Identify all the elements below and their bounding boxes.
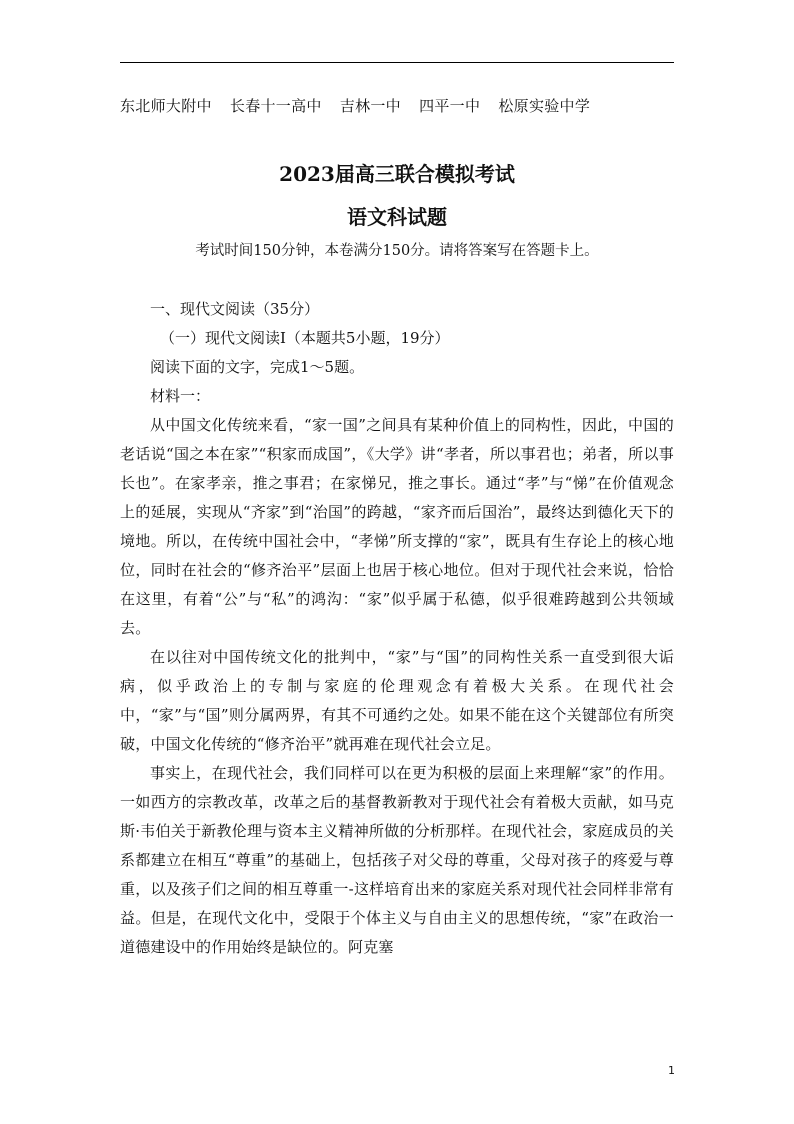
- school-name: 四平一中: [419, 97, 481, 115]
- exam-body: [120, 295, 674, 962]
- section-subheading: （一）现代文阅读I（本题共5小题，19分）: [160, 329, 450, 347]
- exam-subtitle: 语文科试题: [347, 205, 447, 229]
- paragraph: 从中国文化传统来看，“家一国”之间具有某种价值上的同构性，因此，中国的老话说“国之本在家”“积家而成国”，《大学》讲“孝者，所以事君也；弟者，所以事长也”。在家孝亲，推之事君；在家悌兄，推之事长。通过“孝”与“悌”在价值观念上的延展，实现从“齐家”到“治国”的跨越，“家齐而后国治”，最终达到德化天下的境地。所以，在传统中国社会中，“孝悌”所支撑的“家”，既具有生存论上的核心地位，同时在社会的“修齐治平”层面上也居于核心地位。但对于现代社会来说，恰恰在这里，有着“公”与“私”的鸿沟：“家”似乎属于私德，似乎很难跨越到公共领域去。: [120, 416, 674, 637]
- exam-instructions: 考试时间150分钟，本卷满分150分。请将答案写在答题卡上。: [195, 243, 599, 259]
- exam-title: 2023届高三联合模拟考试: [279, 162, 515, 186]
- school-name: 长春十一高中: [229, 97, 322, 115]
- header-rule: [120, 62, 674, 63]
- paragraph: 事实上，在现代社会，我们同样可以在更为积极的层面上来理解“家”的作用。一如西方的宗教改革，改革之后的基督教新教对于现代社会有着极大贡献，如马克斯·韦伯关于新教伦理与资本主义精神所做的分析那样。在现代社会，家庭成员的关系都建立在相互“尊重”的基础上，包括孩子对父母的尊重，父母对孩子的疼爱与尊重，以及孩子们之间的相互尊重一-这样培育出来的家庭关系对现代社会同样非常有益。但是，在现代文化中，受限于个体主义与自由主义的思想传统，“家”在政治一道德建设中的作用始终是缺位的。阿克塞: [120, 764, 674, 956]
- paragraph: 在以往对中国传统文化的批判中，“家”与“国”的同构性关系一直受到很大诟病，似乎政治上的专制与家庭的伦理观念有着极大关系。在现代社会中，“家”与“国”则分属两界，有其不可通约之处。如果不能在这个关键部位有所突破，中国文化传统的“修齐治平”就再难在现代社会立足。: [120, 648, 674, 753]
- school-name: 东北师大附中: [120, 97, 212, 115]
- material-label: 材料一：: [150, 387, 211, 405]
- page-number: 1: [668, 1064, 675, 1077]
- school-list: [120, 95, 674, 116]
- reading-instruction: 阅读下面的文字，完成1～5题。: [150, 358, 365, 376]
- section-heading: 一、现代文阅读（35分）: [150, 300, 320, 318]
- school-name: 吉林一中: [339, 97, 401, 115]
- school-name: 松原实验中学: [498, 97, 591, 115]
